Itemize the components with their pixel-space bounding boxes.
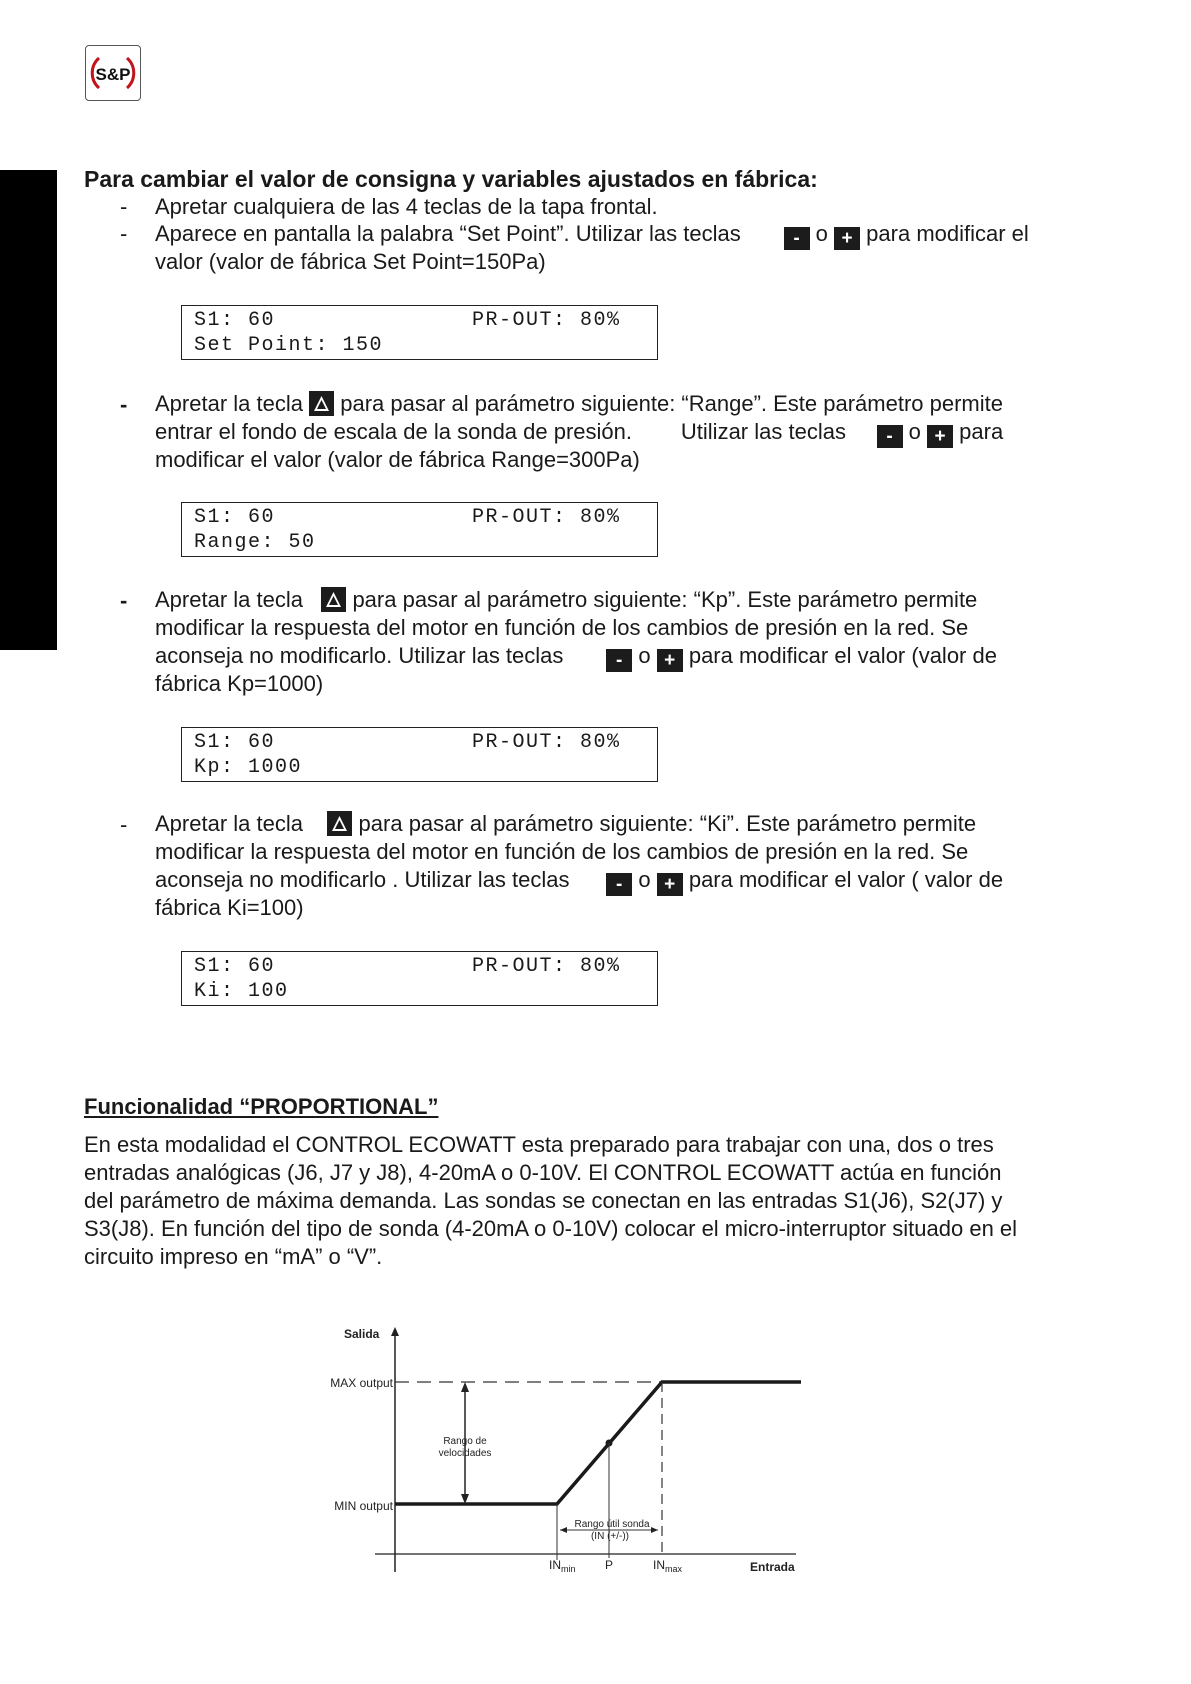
kp-line3: aconseja no modificarlo. Utilizar las teclas - o + para modificar el valor (valor de: [155, 643, 997, 671]
lcd-parameter: Ki: 100: [194, 980, 289, 1003]
kp-line4: fábrica Kp=1000): [155, 671, 324, 696]
lcd-sensor-reading: S1: 60: [194, 955, 276, 978]
bullet-set-point-line1: Aparece en pantalla la palabra “Set Point”. Utilizar las teclas - o + para modificar el: [155, 221, 1029, 249]
y-axis-arrow-icon: [391, 1327, 399, 1336]
plus-key-icon: +: [657, 649, 683, 672]
lcd-pr-out: PR-OUT: 80%: [472, 731, 621, 754]
proportional-chart: [300, 1310, 820, 1590]
ki-line4: fábrica Ki=100): [155, 895, 304, 920]
proportional-line: entradas analógicas (J6, J7 y J8), 4-20mA o 0-10V. El CONTROL ECOWATT actúa en función: [84, 1160, 1002, 1185]
proportional-line: En esta modalidad el CONTROL ECOWATT esta preparado para trabajar con una, dos o tres: [84, 1132, 994, 1157]
lcd-display-range: [181, 502, 658, 557]
proportional-line: S3(J8). En función del tipo de sonda (4-20mA o 0-10V) colocar el micro-interruptor situado en el: [84, 1216, 1018, 1241]
section-side-tab: [0, 170, 57, 650]
y-axis-label: Salida: [344, 1327, 380, 1341]
kp-line2: modificar la respuesta del motor en función de los cambios de presión en la red. Se: [155, 615, 969, 640]
speed-range-label: Rango de: [443, 1436, 487, 1447]
speed-range-label: velocidades: [438, 1448, 492, 1459]
lcd-pr-out: PR-OUT: 80%: [472, 955, 621, 978]
minus-key-icon: -: [784, 227, 810, 250]
minus-key-icon: -: [606, 873, 632, 896]
bullet-press-any-key: Apretar cualquiera de las 4 teclas de la tapa frontal.: [155, 194, 658, 219]
lcd-sensor-reading: S1: 60: [194, 506, 276, 529]
up-arrow-key-icon: [321, 587, 346, 612]
plus-key-icon: +: [834, 227, 860, 250]
sp-logo: [85, 45, 141, 101]
lcd-pr-out: PR-OUT: 80%: [472, 309, 621, 332]
up-arrow-key-icon: [309, 391, 334, 416]
lcd-display-kp: [181, 727, 658, 782]
range-line3: modificar el valor (valor de fábrica Range=300Pa): [155, 447, 640, 472]
lcd-sensor-reading: S1: 60: [194, 309, 276, 332]
ki-line2: modificar la respuesta del motor en función de los cambios de presión en la red. Se: [155, 839, 969, 864]
bullet-dash: -: [120, 221, 128, 246]
ki-line3: aconseja no modificarlo . Utilizar las teclas - o + para modificar el valor ( valor de: [155, 867, 1004, 895]
p-tick-label: P: [605, 1558, 614, 1572]
intro-heading: Para cambiar el valor de consigna y variables ajustados en fábrica:: [84, 166, 818, 192]
proportional-title: Funcionalidad “PROPORTIONAL”: [84, 1094, 439, 1119]
probe-range-label: Rango útil sonda: [574, 1519, 650, 1530]
bullet-set-point-line2: valor (valor de fábrica Set Point=150Pa): [155, 249, 546, 274]
proportional-line: circuito impreso en “mA” o “V”.: [84, 1244, 383, 1269]
lcd-display-set-point: [181, 305, 658, 360]
range-line2: entrar el fondo de escala de la sonda de presión. Utilizar las teclas - o + para: [155, 419, 1004, 447]
arrow-up-icon: [461, 1382, 469, 1392]
probe-range-label: (IN (+/-)): [590, 1531, 630, 1542]
lcd-parameter: Range: 50: [194, 531, 316, 554]
logo-text: S&P: [95, 65, 131, 84]
ki-line1: Apretar la tecla para pasar al parámetro siguiente: “Ki”. Este parámetro permite: [155, 811, 977, 836]
minus-key-icon: -: [606, 649, 632, 672]
inmax-tick-label: $IN_{max}$: [653, 1558, 683, 1574]
bullet-dash: -: [120, 812, 128, 837]
bullet-dash: -: [120, 588, 128, 613]
plus-key-icon: +: [927, 425, 953, 448]
lcd-sensor-reading: S1: 60: [194, 731, 276, 754]
x-axis-label: Entrada: [750, 1560, 795, 1574]
arrow-right-icon: [651, 1527, 658, 1533]
minus-key-icon: -: [877, 425, 903, 448]
kp-line1: Apretar la tecla para pasar al parámetro siguiente: “Kp”. Este parámetro permite: [155, 587, 978, 612]
lcd-parameter: Kp: 1000: [194, 756, 303, 779]
max-output-label: MAX output: [330, 1376, 393, 1390]
proportional-line: del parámetro de máxima demanda. Las sondas se conectan en las entradas S1(J6), S2(J7) y: [84, 1188, 1003, 1213]
bullet-dash: -: [120, 392, 128, 417]
inmin-tick-label: $IN_{min}$: [549, 1558, 576, 1574]
min-output-label: MIN output: [334, 1499, 393, 1513]
lcd-pr-out: PR-OUT: 80%: [472, 506, 621, 529]
lcd-parameter: Set Point: 150: [194, 334, 384, 357]
up-arrow-key-icon: [327, 811, 352, 836]
arrow-left-icon: [560, 1527, 567, 1533]
lcd-display-ki: [181, 951, 658, 1006]
bullet-dash: -: [120, 194, 128, 219]
plus-key-icon: +: [657, 873, 683, 896]
range-line1: Apretar la tecla para pasar al parámetro siguiente: “Range”. Este parámetro permite: [155, 391, 1003, 416]
